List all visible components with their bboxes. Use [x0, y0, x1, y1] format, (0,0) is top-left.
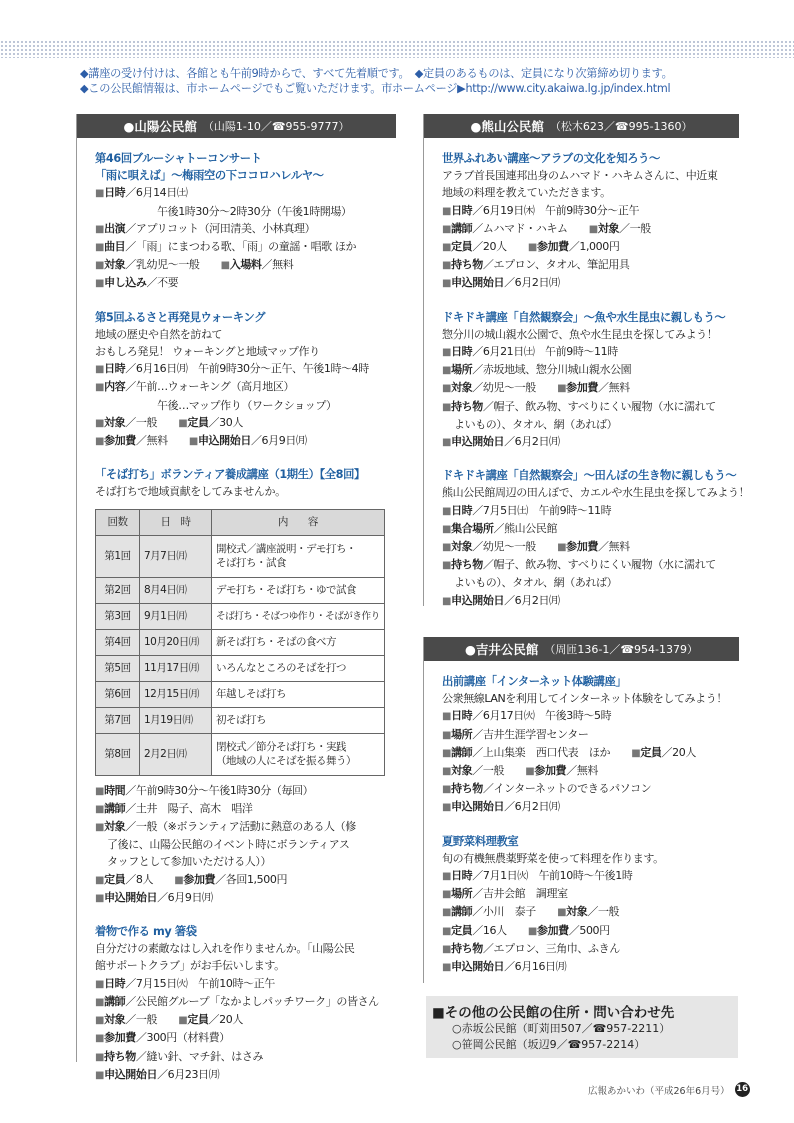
event-title: 「そば打ち」ボランティア養成講座（1期生）【全8回】 — [95, 468, 365, 482]
info-row: ■申込開始日／6月2日㈪ — [442, 593, 560, 607]
field-label: 講師 — [451, 745, 473, 759]
square-bullet-icon: ■ — [442, 766, 452, 778]
event-title: 出前講座「インターネット体験講座」 — [442, 675, 627, 688]
table-cell: 11月17日㈪ — [140, 655, 212, 681]
table-cell: 2月2日㈪ — [140, 733, 212, 775]
square-bullet-icon: ■ — [631, 747, 641, 759]
info-row: ■持ち物／エプロン、三角巾、ふきん — [442, 941, 620, 955]
field-label: 参加費 — [566, 381, 598, 395]
field-label: 日時 — [104, 362, 126, 376]
info-row: ■出演／アプリコット（河田清美、小林真理） — [95, 221, 316, 235]
table-cell: 7月7日㈪ — [140, 535, 212, 577]
info-row: ■日時／7月15日㈫ 午前10時～正午 — [95, 976, 275, 990]
field-label: 定員 — [451, 240, 473, 254]
info-row: ■日時／6月14日㈯ — [95, 186, 188, 200]
info-row: ■申込開始日／6月23日㈪ — [95, 1067, 220, 1081]
info-row: ■対象／一般（※ボランティア活動に熱意のある人（修 — [95, 820, 356, 834]
page-number: 16 — [735, 1082, 750, 1097]
event-title: ドキドキ講座「自然観察会」～田んぼの生き物に親しもう～ — [442, 469, 737, 483]
description-text: 自分だけの素敵なはし入れを作りませんか。「山陽公民 — [95, 942, 355, 956]
field-label: 入場料 — [229, 258, 262, 272]
field-label: 対象 — [451, 764, 473, 778]
event-title: 夏野菜料理教室 — [442, 834, 519, 848]
description-text — [442, 451, 739, 467]
info-row: ■申込開始日／6月2日㈪ — [442, 800, 560, 814]
notice-line-1: ◆講座の受け付けは、各館とも午前9時からで、すべて先着順です。 ◆定員のあるものは、定員になり次第締め切ります。 — [80, 67, 673, 80]
square-bullet-icon: ■ — [442, 347, 452, 359]
description-text: 熊山公民館周辺の田んぼで、カエルや水生昆虫を探してみよう！ — [442, 486, 750, 500]
field-label: 曲目 — [104, 240, 126, 254]
square-bullet-icon: ■ — [442, 505, 452, 517]
field-label: 参加費 — [104, 434, 136, 448]
field-label: 申込開始日 — [197, 434, 251, 448]
table-cell: 第4回 — [96, 629, 140, 655]
field-label: 講師 — [104, 994, 126, 1008]
square-bullet-icon: ■ — [442, 943, 452, 955]
field-label: 集合場所 — [451, 521, 494, 535]
square-bullet-icon: ■ — [178, 1015, 188, 1027]
info-row: ■講師／上山集楽 西口代表 ほか ■定員／20人 — [442, 745, 696, 759]
field-label: 場所 — [451, 363, 473, 377]
event-subtitle: 「雨に唄えば」～梅雨空の下ココロハレルヤ～ — [95, 169, 324, 183]
square-bullet-icon: ■ — [442, 542, 452, 554]
square-bullet-icon: ■ — [442, 962, 452, 974]
square-bullet-icon: ■ — [527, 925, 537, 937]
info-row: ■対象／一般 ■定員／30人 — [95, 415, 243, 429]
info-row: ■持ち物／エプロン、タオル、筆記用具 — [442, 258, 630, 272]
other-halls-box — [426, 996, 738, 1058]
field-label: 持ち物 — [451, 399, 483, 413]
field-label: 申込開始日 — [104, 890, 158, 904]
info-row: ■講師／小川 泰子 ■対象／一般 — [442, 905, 620, 919]
field-label: 参加費 — [536, 240, 569, 254]
square-bullet-icon: ■ — [442, 383, 452, 395]
field-label: 参加費 — [534, 764, 567, 778]
info-row: ■申込開始日／6月16日㈪ — [442, 960, 567, 974]
field-label: 日時 — [451, 709, 473, 723]
field-label: 定員 — [451, 923, 473, 937]
field-label: 講師 — [104, 801, 126, 815]
table-row — [96, 681, 385, 707]
info-row: ■参加費／無料 ■申込開始日／6月9日㈪ — [95, 434, 307, 448]
field-label: 場所 — [451, 727, 473, 741]
table-cell: 9月1日㈪ — [140, 603, 212, 629]
square-bullet-icon: ■ — [95, 1015, 105, 1027]
square-bullet-icon: ■ — [442, 260, 452, 272]
description-text — [442, 817, 739, 833]
description-text: アラブ首長国連邦出身のムハマド・ハキムさんに、中近東 — [442, 169, 718, 183]
field-label: 持ち物 — [104, 1049, 136, 1063]
kumayama-header: ●熊山公民館 （松木623／☎995-1360） — [424, 114, 739, 138]
field-label: 持ち物 — [451, 558, 483, 572]
info-row: ■時間／午前9時30分～午後1時30分（毎回） — [95, 783, 314, 797]
info-row: ■日時／6月19日㈭ 午前9時30分～正午 — [442, 203, 640, 217]
field-label: 参加費 — [104, 1031, 136, 1045]
square-bullet-icon: ■ — [95, 223, 105, 235]
table-cell: 第2回 — [96, 577, 140, 603]
field-label: 講師 — [451, 221, 473, 235]
table-row — [96, 603, 385, 629]
table-cell: 初そば打ち — [212, 707, 385, 733]
info-row: ■講師／ムハマド・ハキム ■対象／一般 — [442, 221, 651, 235]
field-label: 持ち物 — [451, 258, 483, 272]
square-bullet-icon: ■ — [174, 874, 184, 886]
table-header-cell: 日 時 — [140, 509, 212, 535]
square-bullet-icon: ■ — [588, 223, 598, 235]
field-label: 時間 — [104, 783, 126, 797]
field-label: 持ち物 — [451, 782, 483, 796]
square-bullet-icon: ■ — [442, 242, 452, 254]
event-title: 世界ふれあい講座～アラブの文化を知ろう～ — [442, 152, 660, 165]
sanyo-header: ●山陽公民館 （山陽1-10／☎955-9777） — [77, 114, 396, 138]
info-row: 午後1時30分～2時30分（午後1時開場） — [157, 204, 352, 218]
field-label: 日時 — [451, 203, 473, 217]
description-text — [442, 293, 739, 309]
table-cell: そば打ち・そばつゆ作り・そばがき作り — [212, 603, 385, 629]
description-text: おもしろ発見！ ウォーキングと地域マップ作り — [95, 345, 320, 359]
square-bullet-icon: ■ — [95, 996, 105, 1008]
table-cell: 開校式／講座説明・デモ打ち・ そば打ち・試食 — [212, 535, 385, 577]
table-cell: デモ打ち・そば打ち・ゆで試食 — [212, 577, 385, 603]
field-label: 申込開始日 — [451, 276, 505, 290]
square-bullet-icon: ■ — [95, 417, 105, 429]
field-label: 出演 — [104, 221, 126, 235]
akasaka-hall-contact: ○赤坂公民館（町苅田507／☎957-2211） — [452, 1022, 671, 1035]
table-header-cell: 内 容 — [212, 509, 385, 535]
table-row — [96, 629, 385, 655]
field-label: 定員 — [187, 1013, 209, 1027]
info-row: ■場所／吉井会館 調理室 — [442, 887, 568, 901]
field-label: 日時 — [451, 503, 473, 517]
description-text — [95, 907, 396, 923]
field-label: 場所 — [451, 887, 473, 901]
square-bullet-icon: ■ — [95, 874, 105, 886]
info-row: ■場所／吉井生涯学習センター — [442, 727, 589, 741]
square-bullet-icon: ■ — [442, 729, 452, 741]
description-text — [95, 293, 396, 309]
table-cell: 第3回 — [96, 603, 140, 629]
info-row: ■講師／土井 陽子、高木 唱洋 — [95, 801, 253, 815]
info-row: ■参加費／300円（材料費） — [95, 1031, 230, 1045]
info-row: ■持ち物／縫い針、マチ針、はさみ — [95, 1049, 264, 1063]
table-row — [96, 655, 385, 681]
square-bullet-icon: ■ — [442, 223, 452, 235]
field-label: 対象 — [104, 415, 126, 429]
square-bullet-icon: ■ — [442, 747, 452, 759]
event-title: 第5回ふるさと再発見ウォーキング — [95, 310, 266, 324]
field-label: 対象 — [566, 905, 588, 919]
notice-line-2[interactable]: ◆この公民館情報は、市ホームページでもご覧いただけます。市ホームページ▶http://www.city.akaiwa.lg.jp/index.html — [80, 82, 671, 95]
square-bullet-icon: ■ — [95, 242, 105, 254]
description-text: 地域の料理を教えていただきます。 — [442, 186, 611, 200]
sasaoka-hall-contact: ○笹岡公民館（坂辺9／☎957-2214） — [452, 1038, 646, 1051]
square-bullet-icon: ■ — [557, 542, 567, 554]
other-halls-title: ■その他の公民館の住所・問い合わせ先 — [432, 1005, 675, 1021]
event-title: 着物で作る my 箸袋 — [95, 925, 197, 939]
square-bullet-icon: ■ — [95, 364, 105, 376]
square-bullet-icon: ■ — [557, 907, 567, 919]
square-bullet-icon: ■ — [442, 205, 452, 217]
footer-publication: 広報あかいわ（平成26年6月号） — [588, 1085, 730, 1097]
field-label: 申し込み — [104, 276, 147, 290]
table-cell: 1月19日㈪ — [140, 707, 212, 733]
field-label: 対象 — [597, 221, 620, 235]
event-title: ドキドキ講座「自然観察会」～魚や水生昆虫に親しもう～ — [442, 310, 726, 324]
schedule-table — [95, 509, 385, 776]
square-bullet-icon: ■ — [95, 785, 105, 797]
yoshii-section — [423, 637, 739, 983]
sanyo-section — [76, 114, 396, 1081]
table-cell: 10月20日㈪ — [140, 629, 212, 655]
info-row: ■対象／幼児～一般 ■参加費／無料 — [442, 381, 630, 395]
table-cell: 年越しそば打ち — [212, 681, 385, 707]
square-bullet-icon: ■ — [95, 892, 105, 904]
page-footer — [588, 1082, 750, 1097]
field-label: 講師 — [451, 905, 473, 919]
field-label: 申込開始日 — [451, 960, 505, 974]
square-bullet-icon: ■ — [442, 401, 452, 413]
description-text — [95, 450, 396, 466]
table-row — [96, 733, 385, 775]
yoshii-header: ●吉井公民館 （周匝136-1／☎954-1379） — [424, 637, 739, 661]
table-cell: 8月4日㈪ — [140, 577, 212, 603]
square-bullet-icon: ■ — [188, 436, 198, 448]
square-bullet-icon: ■ — [442, 784, 452, 796]
kumayama-section — [423, 114, 750, 607]
field-label: 内容 — [104, 380, 126, 394]
info-row: ■場所／赤坂地域、惣分川城山親水公園 — [442, 363, 632, 377]
info-row: ■申込開始日／6月2日㈪ — [442, 435, 560, 449]
field-label: 日時 — [451, 869, 473, 883]
square-bullet-icon: ■ — [95, 822, 105, 834]
square-bullet-icon: ■ — [95, 436, 105, 448]
field-label: 対象 — [451, 540, 473, 554]
description-text: 地域の歴史や自然を訪ねて — [95, 327, 222, 341]
description-text: そば打ちで地域貢献をしてみませんか。 — [95, 485, 286, 499]
info-row: ■持ち物／帽子、飲み物、すべりにくい履物（水に濡れて — [442, 399, 716, 413]
square-bullet-icon: ■ — [557, 383, 567, 395]
square-bullet-icon: ■ — [442, 925, 452, 937]
square-bullet-icon: ■ — [95, 1051, 105, 1063]
info-row: 午後…マップ作り（ワークショップ） — [157, 398, 337, 412]
square-bullet-icon: ■ — [442, 802, 452, 814]
square-bullet-icon: ■ — [442, 907, 452, 919]
field-label: 対象 — [104, 258, 126, 272]
table-cell: 第6回 — [96, 681, 140, 707]
info-row: よいもの）、タオル、網（あれば） — [454, 576, 618, 590]
description-text: 旬の有機無農薬野菜を使って料理を作ります。 — [442, 851, 664, 865]
table-cell: 第5回 — [96, 655, 140, 681]
info-row: ■持ち物／帽子、飲み物、すべりにくい履物（水に濡れて — [442, 558, 716, 572]
info-row: ■日時／6月21日㈯ 午前9時～11時 — [442, 345, 618, 359]
info-row: ■対象／一般 ■定員／20人 — [95, 1013, 243, 1027]
square-bullet-icon: ■ — [95, 382, 105, 394]
table-row — [96, 577, 385, 603]
info-row: ■定員／8人 ■参加費／各回1,500円 — [95, 872, 288, 886]
field-label: 申込開始日 — [451, 435, 505, 449]
field-label: 参加費 — [566, 540, 598, 554]
square-bullet-icon: ■ — [442, 365, 452, 377]
description-text: 公衆無線LANを利用してインターネット体験をしてみよう！ — [442, 692, 727, 706]
square-bullet-icon: ■ — [95, 978, 105, 990]
info-row: ■内容／午前…ウォーキング（高月地区） — [95, 380, 295, 394]
field-label: 対象 — [451, 381, 473, 395]
info-row: ■持ち物／インターネットのできるパソコン — [442, 782, 652, 796]
square-bullet-icon: ■ — [95, 803, 105, 815]
table-cell: 12月15日㈪ — [140, 681, 212, 707]
square-bullet-icon: ■ — [95, 260, 105, 272]
info-row: ■申込開始日／6月2日㈪ — [442, 276, 560, 290]
info-row: ■集合場所／熊山公民館 — [442, 521, 558, 535]
table-row — [96, 535, 385, 577]
info-row: ■定員／20人 ■参加費／1,000円 — [442, 240, 620, 254]
square-bullet-icon: ■ — [442, 278, 452, 290]
info-row: ■対象／乳幼児～一般 ■入場料／無料 — [95, 258, 294, 272]
event-title: 第46回ブルーシャトーコンサート — [95, 152, 262, 165]
square-bullet-icon: ■ — [95, 278, 105, 290]
square-bullet-icon: ■ — [178, 417, 188, 429]
square-bullet-icon: ■ — [95, 188, 105, 200]
field-label: 対象 — [104, 820, 126, 834]
field-label: 参加費 — [183, 872, 216, 886]
field-label: 申込開始日 — [451, 593, 505, 607]
table-cell: 第7回 — [96, 707, 140, 733]
info-row: タッフとして参加いただける人）） — [107, 855, 272, 869]
field-label: 参加費 — [536, 923, 569, 937]
square-bullet-icon: ■ — [442, 523, 452, 535]
table-row — [96, 707, 385, 733]
info-row: ■対象／幼児～一般 ■参加費／無料 — [442, 540, 630, 554]
square-bullet-icon: ■ — [442, 889, 452, 901]
field-label: 定員 — [640, 745, 662, 759]
square-bullet-icon: ■ — [220, 260, 230, 272]
square-bullet-icon: ■ — [442, 560, 452, 572]
info-row: ■日時／6月17日㈫ 午後3時～5時 — [442, 709, 612, 723]
description-text: 館サポートクラブ」がお手伝いします。 — [95, 959, 285, 973]
field-label: 日時 — [104, 186, 126, 200]
header-dot-strip — [0, 40, 794, 58]
info-row: 了後に、山陽公民館のイベント時にボランティアス — [107, 838, 350, 852]
info-row: ■日時／7月5日㈯ 午前9時～11時 — [442, 503, 612, 517]
info-row: よいもの）、タオル、網（あれば） — [454, 417, 618, 431]
square-bullet-icon: ■ — [525, 766, 535, 778]
table-cell: 新そば打ち・そばの食べ方 — [212, 629, 385, 655]
info-row: ■曲目／「雨」にまつわる歌、「雨」の童謡・唱歌 ほか — [95, 240, 357, 254]
info-row: ■講師／公民館グループ「なかよしパッチワーク」の皆さん — [95, 994, 379, 1008]
square-bullet-icon: ■ — [442, 871, 452, 883]
info-row: ■対象／一般 ■参加費／無料 — [442, 764, 598, 778]
table-cell: 第8回 — [96, 733, 140, 775]
field-label: 対象 — [104, 1013, 126, 1027]
table-cell: 第1回 — [96, 535, 140, 577]
table-cell: いろんなところのそばを打つ — [212, 655, 385, 681]
info-row: ■申込開始日／6月9日㈪ — [95, 890, 213, 904]
field-label: 日時 — [104, 976, 126, 990]
field-label: 持ち物 — [451, 941, 483, 955]
table-header-cell: 回数 — [96, 509, 140, 535]
description-text: 惣分川の城山親水公園で、魚や水生昆虫を探してみよう！ — [442, 327, 718, 341]
square-bullet-icon: ■ — [442, 437, 452, 449]
info-row: ■日時／7月1日㈫ 午前10時～午後1時 — [442, 869, 633, 883]
table-cell: 閉校式／節分そば打ち・実践 （地域の人にそばを振る舞う） — [212, 733, 385, 775]
field-label: 日時 — [451, 345, 473, 359]
info-row: ■定員／16人 ■参加費／500円 — [442, 923, 610, 937]
square-bullet-icon: ■ — [527, 242, 537, 254]
field-label: 申込開始日 — [451, 800, 505, 814]
field-label: 定員 — [187, 415, 209, 429]
square-bullet-icon: ■ — [442, 595, 452, 607]
square-bullet-icon: ■ — [95, 1033, 105, 1045]
info-row: ■申し込み／不要 — [95, 276, 179, 290]
field-label: 定員 — [104, 872, 126, 886]
square-bullet-icon: ■ — [95, 1069, 105, 1081]
square-bullet-icon: ■ — [442, 711, 452, 723]
field-label: 申込開始日 — [104, 1067, 158, 1081]
info-row: ■日時／6月16日㈪ 午前9時30分～正午、午後1時～4時 — [95, 362, 369, 376]
